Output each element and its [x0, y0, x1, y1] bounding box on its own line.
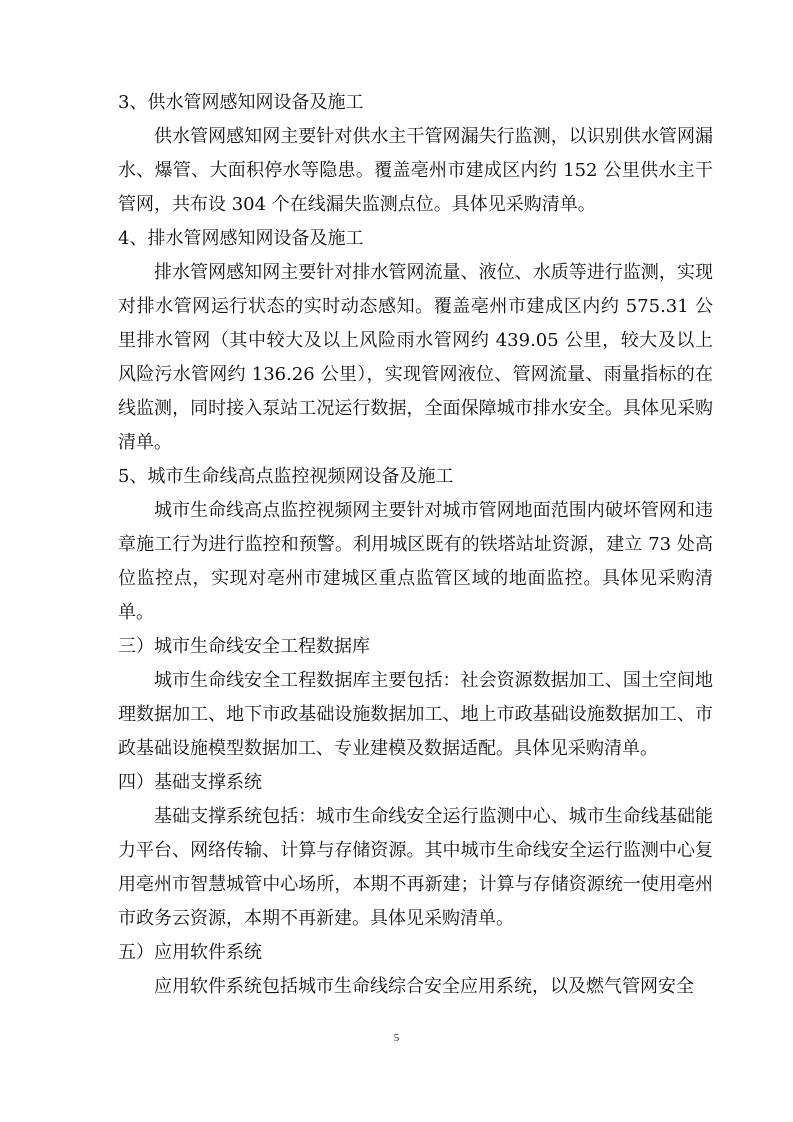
- paragraph-software: 应用软件系统包括城市生命线综合安全应用系统，以及燃气管网安全: [154, 976, 694, 997]
- paragraph-drainage: 排水管网感知网主要针对排水管网流量、液位、水质等进行监测，实现对排水管网运行状态的实时动态感知。覆盖亳州市建成区内约 575.31 公里排水管网（其中较大及以上风险雨水管网约 439.05 公里，较大及以上风险污水管网约 136.26 公里），实现管网液位、管网流量、雨量指标的在线监测，同时接入泵站工况运行数据，全面保障城市排水安全。具体见采购清单。: [118, 262, 713, 453]
- section-heading-support: 四）基础支撑系统: [118, 772, 262, 793]
- section-heading-3: 3、供水管网感知网设备及施工: [118, 92, 364, 113]
- section-heading-software: 五）应用软件系统: [118, 942, 262, 963]
- paragraph-video-monitoring: 城市生命线高点监控视频网主要针对城市管网地面范围内破坏管网和违章施工行为进行监控和预警。利用城区既有的铁塔站址资源，建立 73 处高位监控点，实现对亳州市建城区重点监管区域的地面监控。具体见采购清单。: [118, 500, 713, 623]
- section-heading-4: 4、排水管网感知网设备及施工: [118, 228, 364, 249]
- section-heading-database: 三）城市生命线安全工程数据库: [118, 636, 370, 657]
- section-heading-5: 5、城市生命线高点监控视频网设备及施工: [118, 466, 454, 487]
- page-number: 5: [393, 1032, 400, 1044]
- document-body: [118, 86, 713, 1004]
- paragraph-water-supply: 供水管网感知网主要针对供水主干管网漏失行监测，以识别供水管网漏水、爆管、大面积停水等隐患。覆盖亳州市建成区内约 152 公里供水主干管网，共布设 304 个在线漏失监测点位。具体见采购清单。: [118, 126, 713, 215]
- paragraph-support: 基础支撑系统包括：城市生命线安全运行监测中心、城市生命线基础能力平台、网络传输、计算与存储资源。其中城市生命线安全运行监测中心复用亳州市智慧城管中心场所，本期不再新建；计算与存储资源统一使用亳州市政务云资源，本期不再新建。具体见采购清单。: [118, 806, 713, 929]
- paragraph-database: 城市生命线安全工程数据库主要包括：社会资源数据加工、国土空间地理数据加工、地下市政基础设施数据加工、地上市政基础设施数据加工、市政基础设施模型数据加工、专业建模及数据适配。具体见采购清单。: [118, 670, 713, 759]
